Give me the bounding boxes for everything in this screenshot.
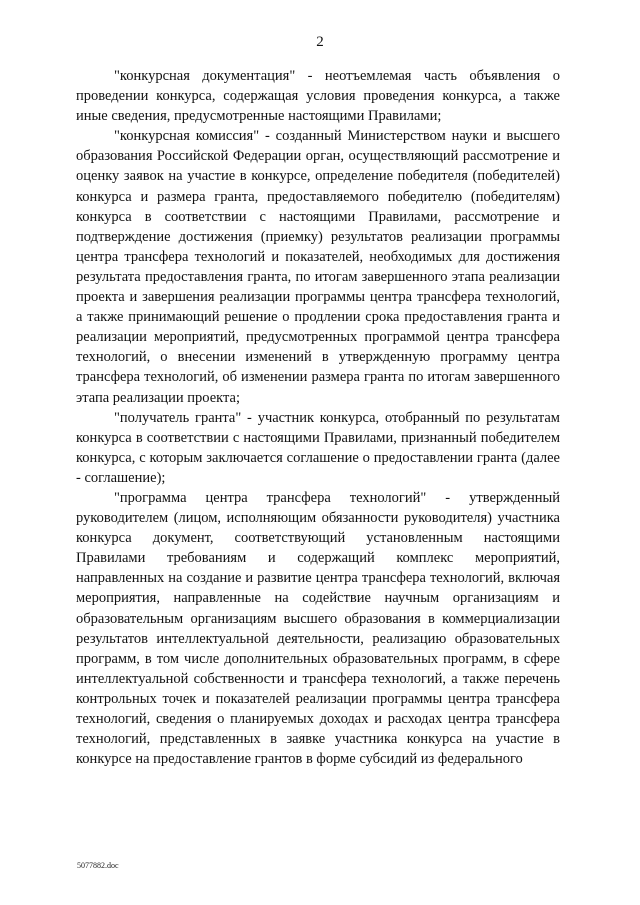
paragraph-contest-commission: "конкурсная комиссия" - созданный Министерством науки и высшего образования Российской Федерации орган, осуществляющий рассмотрение и оценку заявок на участие в конкурсе, определение победителя (победителей) конкурса и размера гранта, предоставляемого победителю (победителям) конкурса в соответствии с настоящими Правилами, рассмотрение и подтверждение достижения (приемку) результатов реализации программы центра трансфера технологий и показателей, необходимых для достижения результата предоставления гранта, по итогам завершенного этапа реализации проекта и завершения реализации программы центра трансфера технологий, а также принимающий решение о продлении срока предоставления гранта и реализации мероприятий, предусмотренных программой центра трансфера технологий, о внесении изменений в утвержденную программу центра трансфера технологий, об изменении размера гранта по итогам завершенного этапа реализации проекта; — [76, 128, 560, 406]
document-body — [76, 66, 560, 769]
paragraph-grant-recipient: "получатель гранта" - участник конкурса, отобранный по результатам конкурса в соответствии с настоящими Правилами, признанный победителем конкурса, с которым заключается соглашение о предоставлении гранта (далее - соглашение); — [76, 409, 560, 486]
paragraph-center-program: "программа центра трансфера технологий" - утвержденный руководителем (лицом, исполняющим обязанности руководителя) участника конкурса документ, соответствующий установленным настоящими Правилами требованиям и содержащий комплекс мероприятий, направленных на создание и развитие центра трансфера технологий, включая мероприятия, направленные на содействие научным организациям и образовательным организациям высшего образования в коммерциализации результатов интеллектуальной деятельности, реализацию образовательных программ, в том числе дополнительных образовательных программ, в сфере интеллектуальной собственности и трансфера технологий, а также перечень контрольных точек и показателей реализации программы центра трансфера технологий, сведения о планируемых доходах и расходах центра трансфера технологий, представленных в заявке участника конкурса на участие в конкурсе на предоставление грантов в форме субсидий из федерального — [76, 489, 560, 768]
document-file-code: 5077882.doc — [77, 861, 119, 870]
paragraph-contest-documentation: "конкурсная документация" - неотъемлемая часть объявления о проведении конкурса, содержащая условия проведения конкурса, а также иные сведения, предусмотренные настоящими Правилами; — [76, 68, 560, 125]
page-number: 2 — [316, 34, 324, 50]
